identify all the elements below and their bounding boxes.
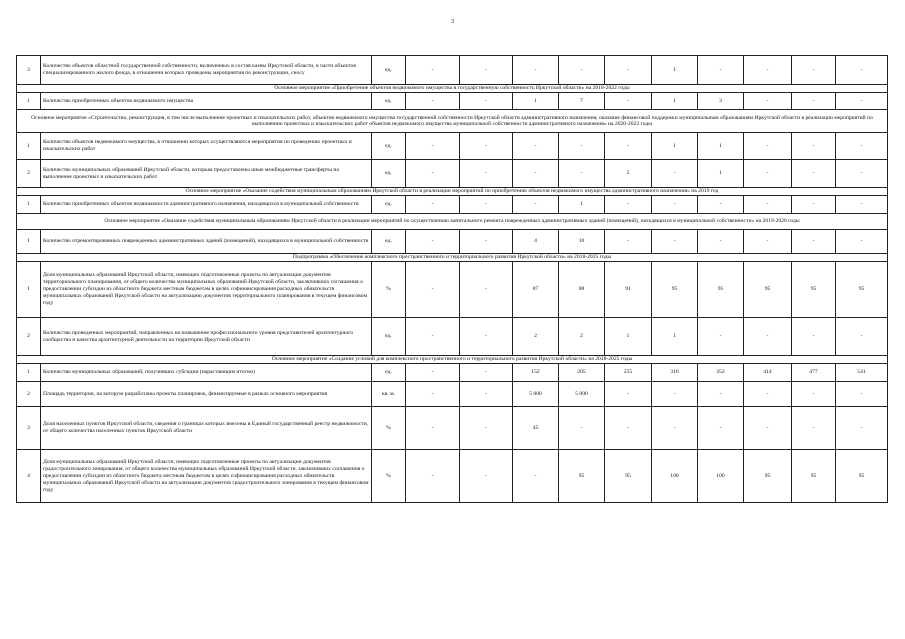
value-cell: - — [460, 450, 513, 503]
section-header-row — [17, 254, 888, 262]
table-row — [17, 407, 888, 450]
value-cell: 16 — [559, 230, 605, 254]
value-cell: - — [460, 364, 513, 382]
row-number-cell: 1 — [17, 196, 41, 214]
value-cell: - — [698, 196, 744, 214]
value-cell: - — [406, 450, 460, 503]
value-cell: 541 — [836, 364, 888, 382]
value-cell: - — [559, 133, 605, 160]
value-cell: - — [744, 230, 792, 254]
indicators-table — [16, 55, 888, 503]
section-title: Основное мероприятие «Оказание содействия муниципальным образованиям Иркутской области в реализации мероприятий по осуществлению капитального ремонта поврежденных административных зданий (помещений), находящихся в муниципальной собственности» на 2019-2020 годы — [17, 214, 888, 230]
value-cell: - — [460, 318, 513, 356]
value-cell: - — [652, 196, 698, 214]
indicator-name-cell: Количество приобретенных объектов недвижимости административного назначения, находящихся в муниципальной собственности — [41, 196, 372, 214]
value-cell: - — [605, 56, 652, 85]
indicator-name-cell: Количество отремонтированных поврежденных административных зданий (помещений), находящихся в муниципальной собственности — [41, 230, 372, 254]
section-title: Основное мероприятие «Оказание содействия муниципальным образованиям Иркутской области в реализации мероприятий по приобретению объектов недвижимого имущества административного назначения» на 2019 год — [17, 188, 888, 196]
section-header-row — [17, 356, 888, 364]
row-number-cell: 2 — [17, 318, 41, 356]
value-cell: - — [406, 262, 460, 318]
value-cell: - — [460, 56, 513, 85]
value-cell: - — [605, 230, 652, 254]
indicator-name-cell: Количество проведенных мероприятий, направленных на повышение профессионального уровня представителей архитектурного сообщества и качества архитектурной деятельности на территории Иркутской области — [41, 318, 372, 356]
value-cell: - — [792, 56, 836, 85]
row-number-cell: 3 — [17, 56, 41, 85]
value-cell: 95 — [605, 450, 652, 503]
section-title: Основное мероприятие «Строительство, реконструкция, в том числе выполнение проектных и изыскательских работ, объектов недвижимого имущества государственной собственности Иркутской области административного назначения, оказание финансовой поддержки муниципальным образованиям Иркутской области в реализации мероприятий по выполнению проектных и изыскательских работ объектов недвижимого имущества муниципальной собственности административного назначения» на 2020-2022 годы — [17, 110, 888, 133]
value-cell: 1 — [652, 133, 698, 160]
value-cell: - — [559, 407, 605, 450]
value-cell: - — [406, 133, 460, 160]
section-header-row — [17, 214, 888, 230]
value-cell: 2 — [605, 160, 652, 188]
unit-cell: ед. — [372, 196, 406, 214]
value-cell: 152 — [513, 364, 559, 382]
indicator-name-cell: Количество объектов областной государственной собственности, включенных в состав казны Иркутской области, в части объектов специализированного жилого фонда, в отношении которых проведены мероприятия по реконструкции, сносу — [41, 56, 372, 85]
indicator-name-cell: Доля населенных пунктов Иркутской области, сведения о границах которых внесены в Единый государственный реестр недвижимости, от общего количества населенных пунктов Иркутской области — [41, 407, 372, 450]
table-row — [17, 318, 888, 356]
value-cell: - — [406, 196, 460, 214]
indicator-name-cell: Доля муниципальных образований Иркутской области, имеющих подготовленные проекты по актуализации документов градостроительного зонирования, от общего количества муниципальных образований Иркутской области, заключивших соглашения о предоставлении субсидии из областного бюджета местным бюджетам в целях софинансирования расходных обязательств муниципальных образований Иркутской области на актуализацию документов градостроительного зонирования в текущем финансовом году — [41, 450, 372, 503]
value-cell: - — [406, 407, 460, 450]
value-cell: 88 — [559, 262, 605, 318]
value-cell: - — [698, 230, 744, 254]
value-cell: - — [836, 160, 888, 188]
value-cell: 45 — [513, 407, 559, 450]
value-cell: - — [605, 93, 652, 110]
value-cell: 1 — [698, 160, 744, 188]
value-cell: - — [460, 382, 513, 407]
value-cell: 3 — [698, 93, 744, 110]
value-cell: - — [698, 407, 744, 450]
value-cell: - — [698, 382, 744, 407]
value-cell: 316 — [652, 364, 698, 382]
value-cell: 2 — [559, 318, 605, 356]
value-cell: - — [406, 364, 460, 382]
unit-cell: % — [372, 262, 406, 318]
value-cell: - — [836, 407, 888, 450]
value-cell: - — [792, 93, 836, 110]
value-cell: 95 — [652, 262, 698, 318]
value-cell: 95 — [744, 450, 792, 503]
row-number-cell: 1 — [17, 93, 41, 110]
unit-cell: % — [372, 407, 406, 450]
value-cell: - — [836, 382, 888, 407]
value-cell: - — [513, 196, 559, 214]
value-cell: 1 — [652, 56, 698, 85]
value-cell: - — [836, 230, 888, 254]
value-cell: - — [559, 160, 605, 188]
indicator-name-cell: Количество приобретенных объектов недвижимого имущества — [41, 93, 372, 110]
table-body — [17, 56, 888, 503]
value-cell: 1 — [698, 133, 744, 160]
section-title: Основное мероприятие «Создание условий для комплексного пространственного и территориального развития Иркутской области» на 2018-2025 годы — [17, 356, 888, 364]
value-cell: - — [460, 230, 513, 254]
value-cell: - — [836, 196, 888, 214]
value-cell: 1 — [652, 318, 698, 356]
value-cell: - — [605, 382, 652, 407]
value-cell: - — [605, 133, 652, 160]
table-row — [17, 133, 888, 160]
value-cell: 255 — [605, 364, 652, 382]
row-number-cell: 2 — [17, 382, 41, 407]
unit-cell: ед. — [372, 160, 406, 188]
value-cell: - — [792, 133, 836, 160]
value-cell: - — [744, 56, 792, 85]
unit-cell: ед. — [372, 93, 406, 110]
value-cell: - — [652, 160, 698, 188]
value-cell: - — [513, 450, 559, 503]
table-row — [17, 196, 888, 214]
value-cell: - — [406, 56, 460, 85]
value-cell: - — [513, 56, 559, 85]
indicator-name-cell: Количество муниципальных образований Иркутской области, которым предоставлены иные межбюджетные трансферты на выполнение проектных и изыскательских работ — [41, 160, 372, 188]
section-header-row — [17, 110, 888, 133]
value-cell: 205 — [559, 364, 605, 382]
value-cell: 87 — [513, 262, 559, 318]
table-row — [17, 364, 888, 382]
unit-cell: кв. м. — [372, 382, 406, 407]
row-number-cell: 3 — [17, 407, 41, 450]
section-title: Основное мероприятие «Приобретение объектов недвижимого имущества в государственную собственность Иркутской области» на 2018-2022 годы — [17, 85, 888, 93]
value-cell: 1 — [559, 196, 605, 214]
value-cell: 95 — [698, 262, 744, 318]
value-cell: - — [792, 196, 836, 214]
value-cell: 100 — [698, 450, 744, 503]
value-cell: - — [605, 196, 652, 214]
value-cell: - — [836, 93, 888, 110]
value-cell: - — [836, 56, 888, 85]
unit-cell: ед. — [372, 230, 406, 254]
value-cell: - — [460, 196, 513, 214]
value-cell: 4 — [513, 230, 559, 254]
value-cell: - — [836, 133, 888, 160]
value-cell: 95 — [836, 450, 888, 503]
value-cell: - — [744, 133, 792, 160]
value-cell: - — [406, 318, 460, 356]
value-cell: 5 000 — [513, 382, 559, 407]
value-cell: 95 — [792, 450, 836, 503]
value-cell: 95 — [792, 262, 836, 318]
value-cell: - — [460, 262, 513, 318]
value-cell: 100 — [652, 450, 698, 503]
value-cell: - — [406, 93, 460, 110]
value-cell: - — [744, 196, 792, 214]
value-cell: 91 — [605, 262, 652, 318]
value-cell: - — [792, 382, 836, 407]
value-cell: - — [792, 318, 836, 356]
value-cell: - — [460, 93, 513, 110]
row-number-cell: 1 — [17, 364, 41, 382]
table-row — [17, 230, 888, 254]
value-cell: - — [744, 407, 792, 450]
value-cell: - — [744, 160, 792, 188]
row-number-cell: 4 — [17, 450, 41, 503]
value-cell: - — [652, 382, 698, 407]
table-row — [17, 450, 888, 503]
value-cell: 1 — [513, 93, 559, 110]
value-cell: 414 — [744, 364, 792, 382]
page-number: 3 — [451, 19, 454, 25]
unit-cell: ед. — [372, 133, 406, 160]
value-cell: 95 — [836, 262, 888, 318]
value-cell: - — [652, 407, 698, 450]
table-row — [17, 93, 888, 110]
section-header-row — [17, 188, 888, 196]
value-cell: - — [513, 160, 559, 188]
value-cell: - — [406, 160, 460, 188]
value-cell: 352 — [698, 364, 744, 382]
table-row — [17, 262, 888, 318]
value-cell: - — [513, 133, 559, 160]
indicator-name-cell: Количество муниципальных образований, получивших субсидии (нарастающим итогом) — [41, 364, 372, 382]
value-cell: 477 — [792, 364, 836, 382]
indicator-name-cell: Площадь территории, на которую разработаны проекты планировок, финансируемые в рамках основного мероприятия — [41, 382, 372, 407]
value-cell: - — [698, 318, 744, 356]
unit-cell: ед. — [372, 364, 406, 382]
unit-cell: ед. — [372, 56, 406, 85]
value-cell: - — [406, 230, 460, 254]
row-number-cell: 2 — [17, 160, 41, 188]
section-header-row — [17, 85, 888, 93]
value-cell: 95 — [559, 450, 605, 503]
value-cell: - — [559, 56, 605, 85]
value-cell: - — [652, 230, 698, 254]
value-cell: - — [744, 382, 792, 407]
value-cell: - — [460, 133, 513, 160]
table-row — [17, 382, 888, 407]
indicator-name-cell: Количество объектов недвижимого имущества, в отношении которых осуществляются мероприятия по проведению проектных и изыскательских работ — [41, 133, 372, 160]
value-cell: - — [792, 407, 836, 450]
value-cell: - — [460, 160, 513, 188]
section-title: Подпрограмма «Обеспечение комплексного пространственного и территориального развития Иркутской области» на 2018-2025 годы — [17, 254, 888, 262]
row-number-cell: 1 — [17, 230, 41, 254]
value-cell: - — [792, 230, 836, 254]
row-number-cell: 1 — [17, 133, 41, 160]
unit-cell: ед. — [372, 318, 406, 356]
value-cell: 5 000 — [559, 382, 605, 407]
value-cell: 7 — [559, 93, 605, 110]
value-cell: - — [744, 93, 792, 110]
value-cell: - — [460, 407, 513, 450]
value-cell: 1 — [652, 93, 698, 110]
value-cell: - — [406, 382, 460, 407]
row-number-cell: 1 — [17, 262, 41, 318]
table-row — [17, 56, 888, 85]
value-cell: - — [792, 160, 836, 188]
unit-cell: % — [372, 450, 406, 503]
value-cell: 95 — [744, 262, 792, 318]
value-cell: - — [744, 318, 792, 356]
value-cell: 2 — [513, 318, 559, 356]
value-cell: - — [605, 407, 652, 450]
value-cell: - — [698, 56, 744, 85]
value-cell: 1 — [605, 318, 652, 356]
indicator-name-cell: Доля муниципальных образований Иркутской области, имеющих подготовленные проекты по актуализации документов территориального планирования, от общего количества муниципальных образований Иркутской области, заключивших соглашения о предоставлении субсидии из областного бюджета местным бюджетам в целях софинансирования расходных обязательств муниципальных образований Иркутской области на актуализацию документов территориального планирования в текущем финансовом году — [41, 262, 372, 318]
value-cell: - — [836, 318, 888, 356]
table-row — [17, 160, 888, 188]
